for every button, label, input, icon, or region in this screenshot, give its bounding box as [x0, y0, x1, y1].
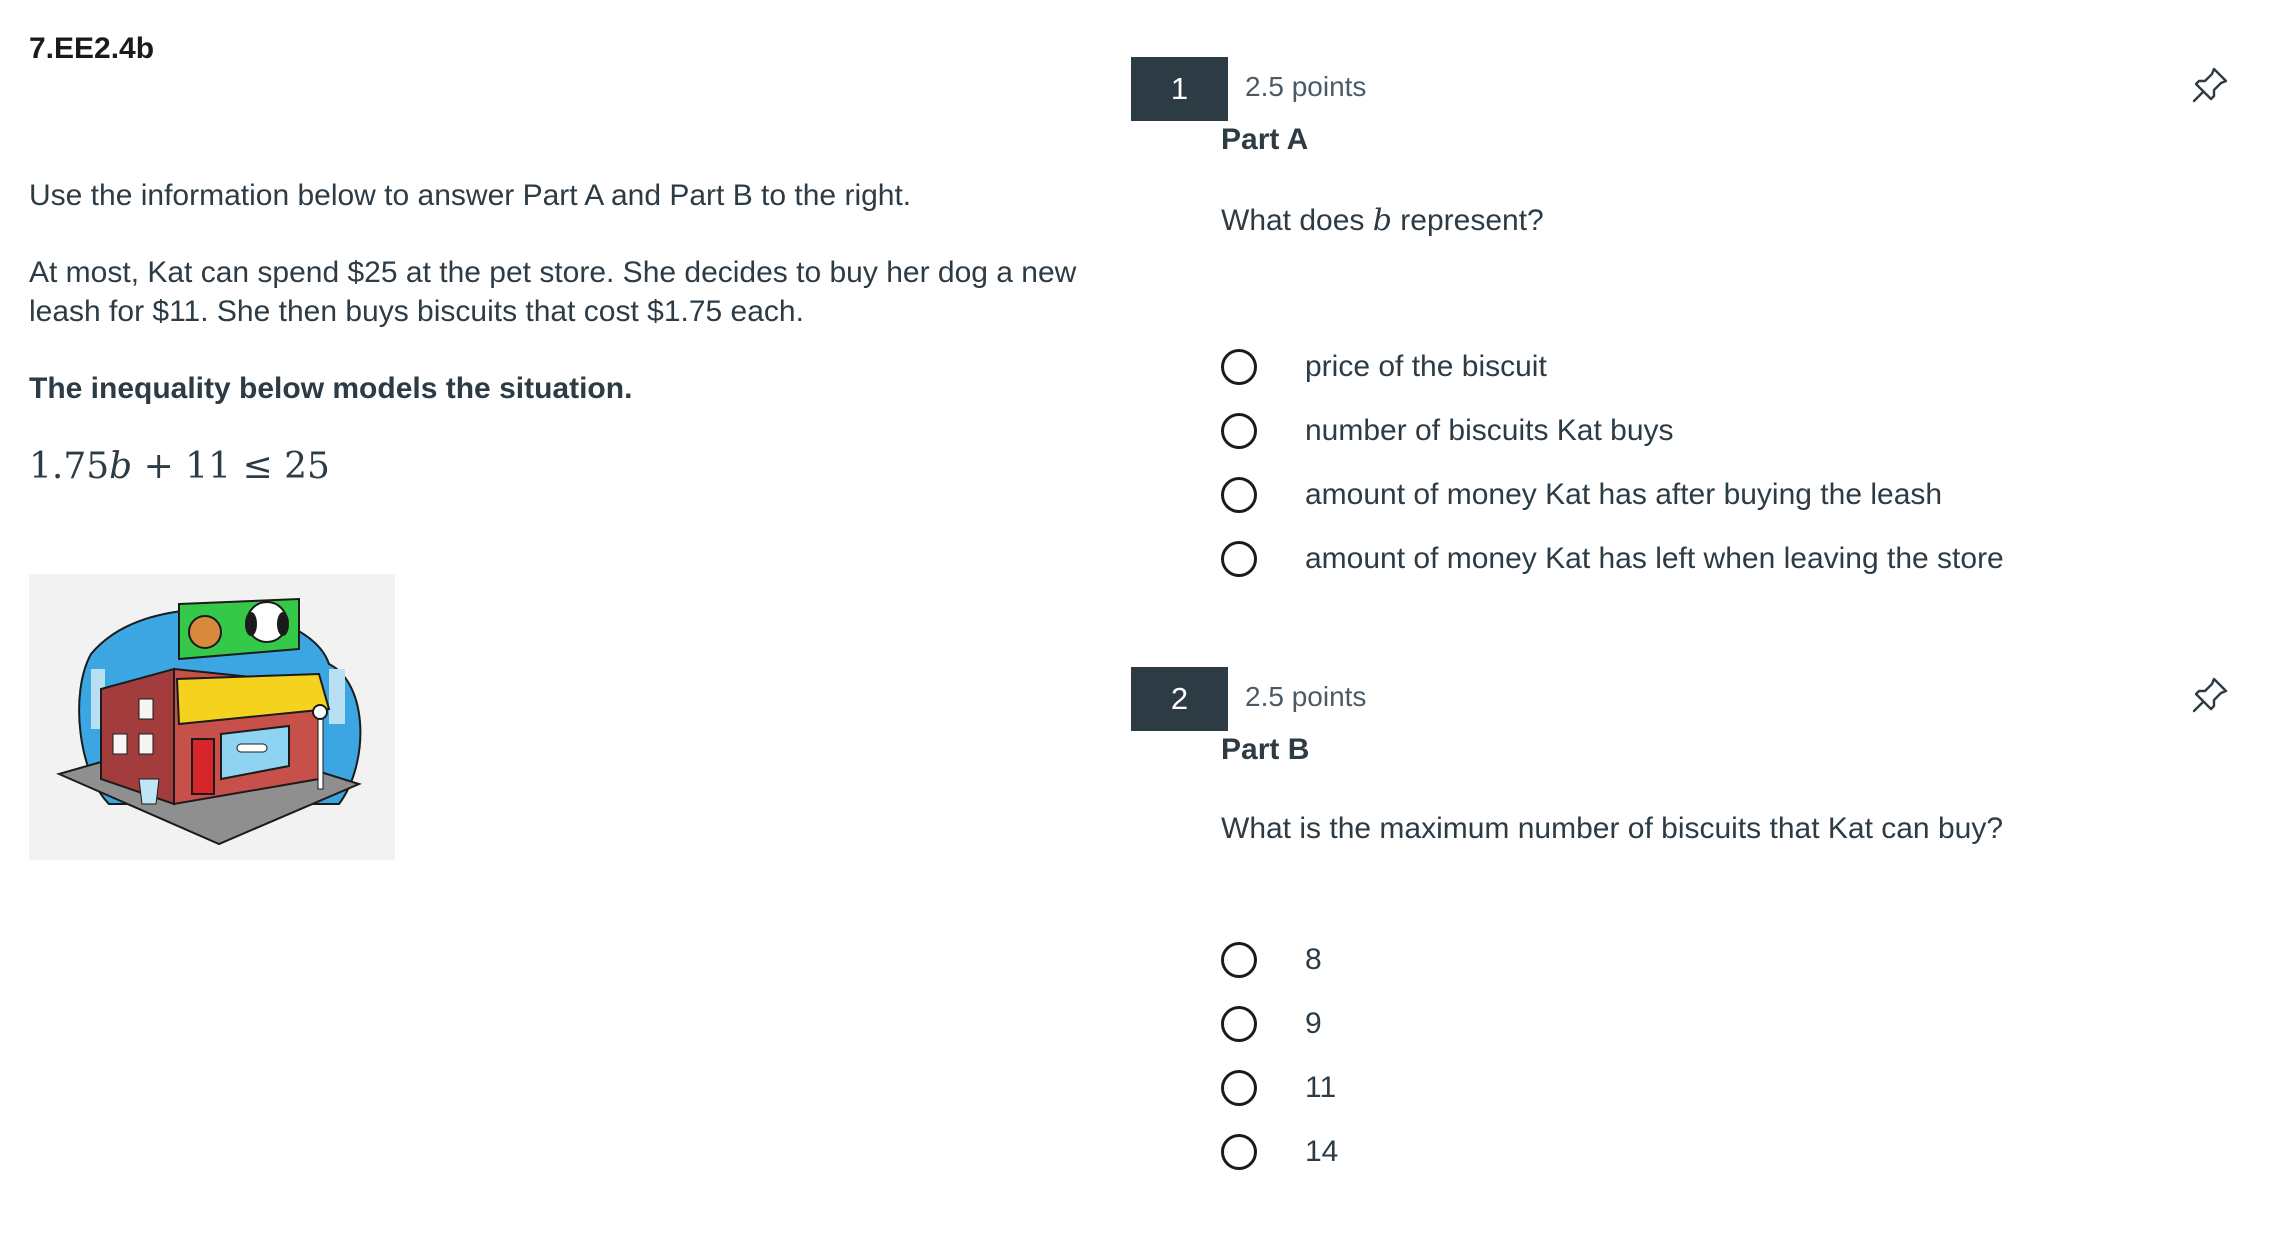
question-stem: What is the maximum number of biscuits that Kat can buy? [1221, 812, 2004, 845]
standard-code: 7.EE2.4b [29, 32, 155, 65]
pet-store-image [29, 574, 395, 860]
inequality-equation [29, 446, 330, 487]
answer-option-label: amount of money Kat has after buying the leash [1305, 478, 1943, 511]
answer-option-label: price of the biscuit [1305, 350, 1547, 383]
stimulus-scenario: At most, Kat can spend $25 at the pet store. She decides to buy her dog a new leash for $11. She then buys biscuits that cost $1.75 each. [29, 256, 1077, 328]
radio-button[interactable] [1221, 541, 1257, 577]
radio-button[interactable] [1221, 942, 1257, 978]
question-number: 1 [1131, 57, 1228, 121]
pet-store-illustration [29, 574, 395, 860]
pushpin-icon[interactable] [2190, 675, 2230, 715]
stimulus-intro: Use the information below to answer Part A and Part B to the right. [29, 179, 912, 212]
answer-option-label: 14 [1305, 1135, 1339, 1168]
radio-button[interactable] [1221, 1070, 1257, 1106]
question-stem [1221, 203, 1544, 238]
question-part-label: Part A [1221, 123, 1309, 156]
radio-button[interactable] [1221, 1006, 1257, 1042]
question-points: 2.5 points [1245, 681, 1367, 712]
answer-option[interactable] [1221, 1065, 1336, 1111]
stem-variable: b [1372, 203, 1392, 238]
question-number: 2 [1131, 667, 1228, 731]
equation-rest: + 11 ≤ 25 [132, 446, 330, 487]
answer-option[interactable] [1221, 472, 1942, 518]
answer-option-label: 9 [1305, 1007, 1322, 1040]
answer-option[interactable] [1221, 1129, 1338, 1175]
answer-option[interactable] [1221, 1001, 1322, 1047]
stem-before: What does [1221, 204, 1373, 237]
radio-button[interactable] [1221, 349, 1257, 385]
answer-option[interactable] [1221, 408, 1674, 454]
radio-button[interactable] [1221, 1134, 1257, 1170]
answer-option-label: amount of money Kat has left when leaving the store [1305, 542, 2004, 575]
answer-option-label: 11 [1305, 1071, 1337, 1104]
answer-option-label: 8 [1305, 943, 1322, 976]
answer-option[interactable] [1221, 344, 1547, 390]
equation-variable: b [109, 446, 133, 487]
stem-after: represent? [1391, 204, 1544, 237]
answer-option[interactable] [1221, 536, 2004, 582]
radio-button[interactable] [1221, 477, 1257, 513]
model-label: The inequality below models the situation. [29, 372, 633, 405]
question-part-label: Part B [1221, 733, 1310, 766]
answer-option-label: number of biscuits Kat buys [1305, 414, 1674, 447]
question-points: 2.5 points [1245, 71, 1367, 102]
equation-coefficient: 1.75 [29, 446, 110, 487]
radio-button[interactable] [1221, 413, 1257, 449]
pushpin-icon[interactable] [2190, 65, 2230, 105]
answer-option[interactable] [1221, 937, 1322, 983]
